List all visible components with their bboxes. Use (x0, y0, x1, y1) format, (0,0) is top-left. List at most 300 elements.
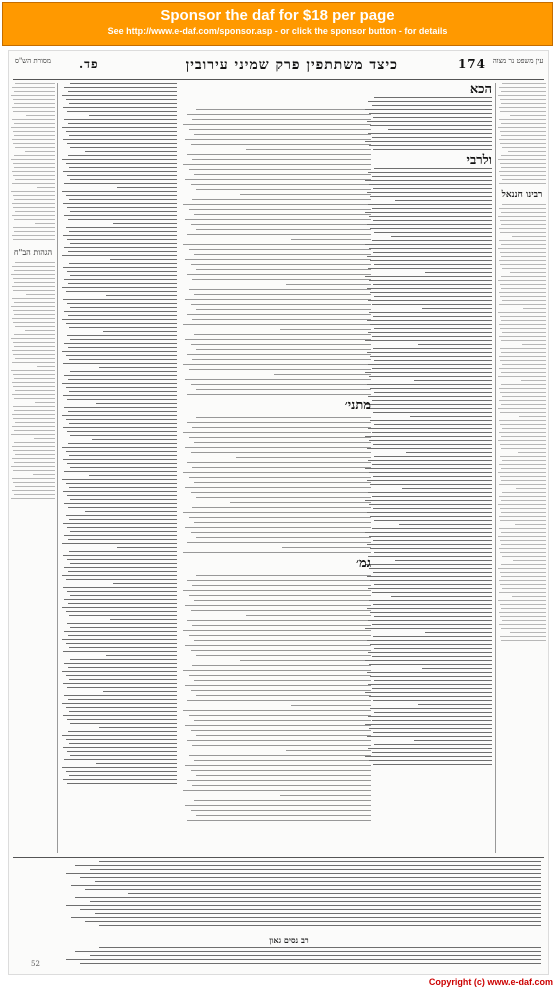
text-line (230, 502, 371, 503)
text-line (501, 320, 546, 321)
text-line (291, 705, 371, 706)
tosafot-column (364, 83, 492, 853)
page-header (9, 51, 548, 81)
text-line (367, 352, 492, 353)
text-line (414, 380, 492, 381)
text-line (64, 375, 177, 376)
text-line (374, 232, 492, 233)
text-line (502, 147, 546, 148)
text-line (70, 371, 177, 372)
text-line (372, 400, 492, 401)
text-line (62, 447, 177, 448)
text-line (69, 327, 177, 328)
text-line (500, 296, 546, 297)
text-line (64, 279, 177, 280)
text-line (15, 179, 55, 180)
text-line (13, 470, 55, 471)
text-line (372, 656, 492, 657)
text-line (372, 688, 492, 689)
text-line (12, 235, 55, 236)
text-line (498, 312, 546, 313)
text-line (499, 548, 546, 549)
text-line (502, 83, 546, 84)
text-line (501, 352, 546, 353)
text-line (373, 764, 492, 765)
text-line (187, 820, 371, 821)
gemara-column (181, 109, 371, 854)
text-line (194, 720, 371, 721)
text-line (117, 547, 177, 548)
text-line (67, 463, 177, 464)
text-line (185, 487, 371, 488)
text-line (192, 119, 371, 120)
text-line (69, 359, 177, 360)
text-line (90, 901, 541, 902)
text-line (187, 422, 371, 423)
text-line (502, 179, 546, 180)
text-line (67, 623, 177, 624)
text-line (14, 462, 55, 463)
text-line (12, 362, 55, 363)
text-line (373, 149, 492, 150)
text-line (500, 424, 546, 425)
text-line (369, 280, 492, 281)
copyright-link[interactable]: Copyright (c) www.e-daf.com (428, 977, 553, 987)
text-line (374, 712, 492, 713)
text-line (15, 390, 55, 391)
text-line (69, 679, 177, 680)
text-line (368, 204, 492, 205)
text-line (62, 255, 177, 256)
text-line (240, 194, 371, 195)
text-line (500, 143, 546, 144)
text-line (406, 452, 492, 453)
text-line (519, 416, 546, 417)
text-line (13, 239, 55, 240)
text-line (12, 139, 55, 140)
text-line (196, 349, 371, 350)
text-line (69, 391, 177, 392)
text-line (374, 328, 492, 329)
text-line (15, 147, 55, 148)
text-line (368, 133, 492, 134)
text-line (12, 119, 55, 120)
text-line (189, 437, 371, 438)
text-line (372, 752, 492, 753)
text-line (374, 584, 492, 585)
text-line (187, 114, 371, 115)
text-line (291, 239, 371, 240)
text-line (12, 215, 55, 216)
text-line (500, 316, 546, 317)
text-line (14, 231, 55, 232)
talmud-page (8, 50, 549, 975)
text-line (13, 450, 55, 451)
text-line (69, 423, 177, 424)
rashi-text (61, 83, 177, 784)
text-line (68, 507, 177, 508)
text-line (13, 386, 55, 387)
text-line (66, 291, 177, 292)
text-line (14, 398, 55, 399)
text-line (499, 368, 546, 369)
text-line (499, 356, 546, 357)
text-line (367, 224, 492, 225)
text-line (367, 576, 492, 577)
text-line (192, 585, 371, 586)
text-line (502, 620, 546, 621)
text-line (192, 199, 371, 200)
text-line (501, 340, 546, 341)
text-line (501, 123, 546, 124)
text-line (194, 254, 371, 255)
text-line (367, 288, 492, 289)
text-line (196, 189, 371, 190)
text-line (499, 528, 546, 529)
text-line (191, 452, 372, 453)
text-line (500, 604, 546, 605)
text-line (85, 889, 541, 890)
text-line (501, 608, 546, 609)
text-line (185, 645, 371, 646)
text-line (374, 520, 492, 521)
text-line (63, 747, 177, 748)
text-line (196, 775, 371, 776)
text-line (67, 495, 177, 496)
text-line (498, 248, 546, 249)
text-line (189, 635, 371, 636)
text-line (13, 227, 55, 228)
text-line (63, 203, 177, 204)
text-line (395, 200, 492, 201)
text-line (286, 750, 372, 751)
text-line (425, 272, 492, 273)
bottom-rule (13, 857, 544, 858)
text-line (34, 438, 55, 439)
sponsor-title[interactable]: Sponsor the daf for $18 per page (160, 7, 395, 24)
text-line (402, 488, 492, 489)
text-line (194, 600, 371, 601)
text-line (62, 287, 177, 288)
text-line (500, 476, 546, 477)
text-line (15, 83, 55, 84)
text-line (26, 115, 55, 116)
hagahot-text (11, 262, 55, 499)
text-line (502, 428, 546, 429)
text-line (196, 537, 371, 538)
text-line (15, 454, 55, 455)
text-line (368, 460, 492, 461)
text-line (70, 339, 177, 340)
text-line (501, 544, 546, 545)
text-line (391, 596, 492, 597)
text-line (99, 861, 541, 862)
text-line (12, 183, 55, 184)
text-line (12, 490, 55, 491)
text-line (11, 434, 55, 435)
text-line (508, 151, 546, 152)
text-line (64, 407, 177, 408)
text-line (185, 765, 371, 766)
text-line (67, 719, 177, 720)
text-line (68, 539, 177, 540)
text-line (374, 680, 492, 681)
text-line (68, 219, 177, 220)
text-line (368, 716, 492, 717)
text-line (499, 336, 546, 337)
text-line (68, 571, 177, 572)
text-line (369, 664, 492, 665)
text-line (368, 684, 492, 685)
text-line (365, 756, 492, 757)
text-line (365, 212, 492, 213)
text-line (67, 399, 177, 400)
text-line (510, 115, 546, 116)
text-line (14, 282, 55, 283)
text-line (192, 507, 371, 508)
text-line (67, 111, 177, 112)
text-line (518, 452, 546, 453)
text-line (80, 877, 541, 878)
text-line (194, 214, 371, 215)
text-line (191, 730, 372, 731)
text-line (68, 603, 177, 604)
text-line (374, 456, 492, 457)
text-line (26, 294, 55, 295)
text-line (69, 647, 177, 648)
text-line (286, 284, 372, 285)
text-line (14, 123, 55, 124)
text-line (369, 216, 492, 217)
text-line (67, 527, 177, 528)
text-line (189, 595, 371, 596)
text-line (368, 748, 492, 749)
text-line (63, 267, 177, 268)
text-line (499, 228, 546, 229)
text-line (185, 219, 371, 220)
text-line (367, 256, 492, 257)
ein-mishpat-text (498, 83, 546, 184)
text-line (96, 763, 177, 764)
text-line (12, 446, 55, 447)
text-line (499, 624, 546, 625)
text-line (501, 640, 546, 641)
text-line (189, 675, 371, 676)
text-line (14, 430, 55, 431)
text-line (185, 339, 371, 340)
text-line (63, 427, 177, 428)
text-line (63, 715, 177, 716)
text-line (499, 388, 546, 389)
text-line (69, 743, 177, 744)
text-line (33, 474, 55, 475)
text-line (14, 219, 55, 220)
text-line (368, 652, 492, 653)
text-line (66, 419, 177, 420)
text-line (62, 671, 177, 672)
text-line (66, 873, 541, 874)
text-line (399, 524, 492, 525)
text-line (68, 123, 177, 124)
text-line (69, 455, 177, 456)
text-line (367, 384, 492, 385)
text-line (68, 699, 177, 700)
sponsor-banner[interactable] (2, 2, 553, 46)
text-line (64, 215, 177, 216)
rashi-column (61, 83, 177, 853)
text-line (187, 394, 371, 395)
text-line (103, 331, 177, 332)
text-line (367, 512, 492, 513)
text-line (113, 223, 177, 224)
text-line (192, 159, 371, 160)
text-line (498, 568, 546, 569)
text-line (372, 176, 492, 177)
text-line (67, 783, 177, 784)
text-line (500, 348, 546, 349)
text-line (192, 745, 371, 746)
text-line (71, 885, 541, 886)
text-line (373, 540, 492, 541)
text-line (513, 560, 546, 561)
text-line (67, 175, 177, 176)
text-line (370, 708, 492, 709)
text-line (62, 127, 177, 128)
text-line (106, 295, 177, 296)
text-line (510, 272, 546, 273)
text-line (90, 869, 541, 870)
text-line (12, 107, 55, 108)
text-line (62, 735, 177, 736)
text-line (196, 229, 371, 230)
text-line (372, 240, 492, 241)
text-line (12, 318, 55, 319)
text-line (500, 360, 546, 361)
text-line (75, 951, 541, 952)
text-line (62, 351, 177, 352)
text-line (70, 531, 177, 532)
text-line (502, 460, 546, 461)
text-line (365, 340, 492, 341)
text-line (13, 163, 55, 164)
bottom-note (61, 947, 541, 969)
text-line (502, 364, 546, 365)
text-line (187, 740, 371, 741)
text-line (236, 457, 371, 458)
text-line (70, 211, 177, 212)
text-line (66, 483, 177, 484)
text-line (75, 897, 541, 898)
text-line (99, 925, 541, 926)
text-line (500, 232, 546, 233)
text-line (274, 374, 371, 375)
text-line (240, 660, 371, 661)
text-line (500, 540, 546, 541)
text-line (12, 298, 55, 299)
text-line (196, 695, 371, 696)
text-line (183, 552, 371, 553)
sponsor-subtitle[interactable]: See http://www.e-daf.com/sponsor.asp - or click the sponsor button - for details (107, 26, 448, 36)
text-line (69, 199, 177, 200)
text-line (498, 536, 546, 537)
text-line (395, 560, 492, 561)
text-line (370, 356, 492, 357)
text-line (280, 795, 371, 796)
text-line (117, 187, 177, 188)
bottom-folio-mark: 52 (31, 960, 40, 968)
text-line (374, 392, 492, 393)
text-line (501, 288, 546, 289)
text-line (499, 183, 546, 184)
text-line (498, 95, 546, 96)
text-line (191, 144, 372, 145)
text-line (68, 731, 177, 732)
text-line (66, 675, 177, 676)
text-line (374, 97, 492, 98)
text-line (183, 324, 371, 325)
text-line (414, 740, 492, 741)
text-line (499, 580, 546, 581)
text-line (12, 478, 55, 479)
text-line (70, 147, 177, 148)
text-line (501, 564, 546, 565)
text-line (422, 308, 492, 309)
text-line (183, 364, 371, 365)
text-line (68, 667, 177, 668)
text-line (63, 651, 177, 652)
text-line (68, 315, 177, 316)
text-line (185, 447, 371, 448)
text-line (498, 408, 546, 409)
text-line (498, 159, 546, 160)
text-line (185, 139, 371, 140)
text-line (369, 113, 492, 114)
bottom-heading: הגהות הב"ח (13, 248, 53, 257)
text-line (14, 199, 55, 200)
text-line (89, 115, 177, 116)
text-line (187, 274, 371, 275)
text-line (282, 547, 371, 548)
text-line (70, 275, 177, 276)
text-line (66, 163, 177, 164)
text-line (66, 905, 541, 906)
text-line (499, 87, 546, 88)
text-line (62, 95, 177, 96)
text-line (70, 83, 177, 84)
text-line (67, 431, 177, 432)
text-line (191, 304, 372, 305)
text-line (369, 696, 492, 697)
text-line (64, 599, 177, 600)
text-line (374, 616, 492, 617)
text-line (14, 346, 55, 347)
text-line (194, 640, 371, 641)
text-line (510, 632, 546, 633)
text-line (498, 376, 546, 377)
text-line (99, 367, 177, 368)
text-line (500, 284, 546, 285)
text-line (391, 236, 492, 237)
text-line (191, 690, 372, 691)
text-line (71, 917, 541, 918)
text-line (63, 683, 177, 684)
text-line (368, 492, 492, 493)
text-line (365, 564, 492, 565)
text-line (70, 307, 177, 308)
text-line (191, 184, 372, 185)
text-line (63, 171, 177, 172)
text-line (85, 151, 177, 152)
